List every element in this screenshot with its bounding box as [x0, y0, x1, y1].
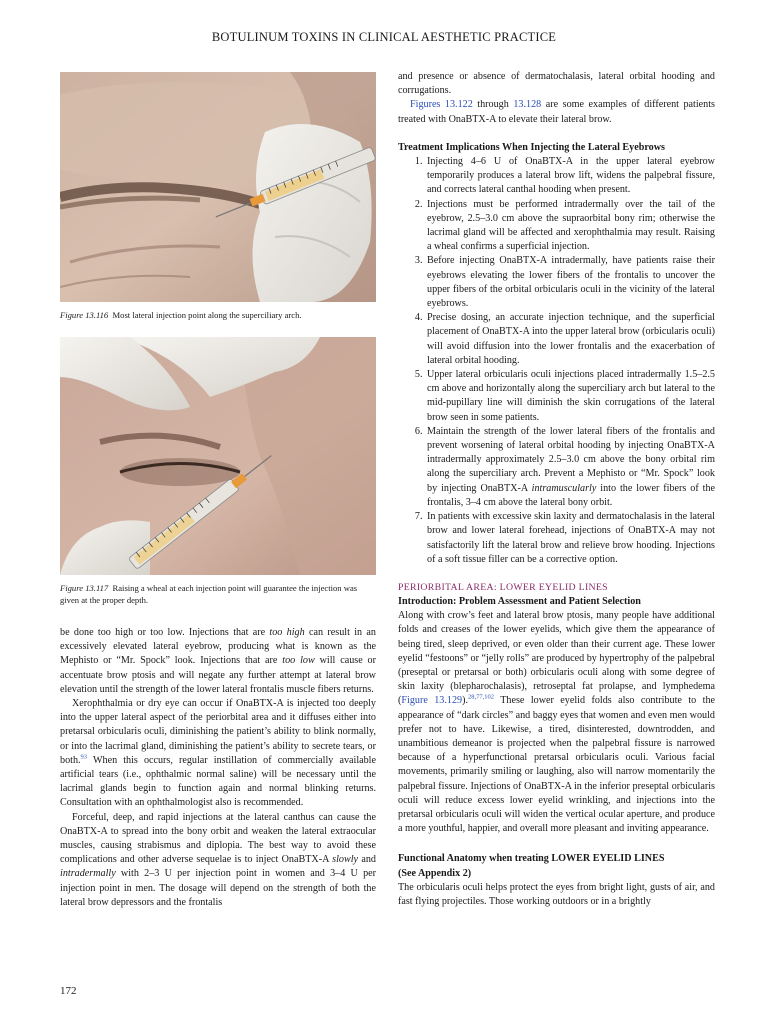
figure-13-117-photo	[60, 337, 376, 575]
caption-text: Most lateral injection point along the superciliary arch.	[112, 310, 302, 320]
text-run: Along with crow’s feet and lateral brow ptosis, many people have additional folds and creases of the lower eyelids, which give them the appearance of being tired, sleep deprived, or even older than their current age. These lower eyelid “festoons” or “jelly rolls” are produced by hypertrophy of the palpebral (preseptal or pretarsal or both) orbicularis oculi along with some degree of skin laxity (blepharochalasis), retroseptal fat prolapse, and lymphedema (	[398, 610, 715, 707]
anatomy-paragraph: The orbicularis oculi helps protect the eyes from bright light, gusts of air, and fast flying projectiles. Those working outdoors or in a brightly	[398, 881, 715, 907]
text-run: ).	[462, 695, 468, 707]
figure-label: Figure 13.117	[60, 583, 109, 593]
list-item: 5. Upper lateral orbicularis oculi injections placed intradermally 1.5–2.5 cm above and horizontally along the superciliary arch but lateral to the mid-pupillary line will diminish the skin corrugations of the lateral brow seen in some patients.	[425, 368, 715, 425]
left-paragraph-1	[60, 626, 376, 697]
figure-link[interactable]: Figures 13.122	[410, 99, 473, 111]
citation-link[interactable]: 93	[80, 753, 88, 761]
list-item: 3. Before injecting OnaBTX-A intradermally, have patients raise their eyebrows elevating the lower fibers of the frontalis to uncover the upper fibers of the orbital orbicularis oculi in the vicinity of the lateral eyebrows.	[425, 254, 715, 311]
text-run: When this occurs, regular instillation of commercially available artificial tears (i.e., ophthalmic normal saline) will be necessary until the lacrimal glands begin to function again and normal blinking returns. Consultation with an ophthalmologist also is recommended.	[60, 754, 376, 809]
text-run: and	[358, 854, 376, 866]
list-item: 7. In patients with excessive skin laxity and dermatochalasis in the lateral brow and lower lateral forehead, injections of OnaBTX-A may not satisfactorily lift the lateral brow and relieve brow hooding. Injections of a soft tissue filler can be a corrective option.	[425, 510, 715, 567]
injection-photo-wheal	[60, 337, 376, 575]
emphasis: slowly	[332, 854, 359, 866]
list-item: 4. Precise dosing, an accurate injection technique, and the superficial placement of OnaBTX-A into the upper lateral brow (orbicularis oculi) will avoid diffusion into the lower frontalis and the exacerbation of lateral orbital hooding.	[425, 311, 715, 368]
right-paragraph-figures	[398, 98, 715, 126]
text-run: can result in an excessively elevated lateral eyebrow, producing what is known as the Mephisto or “Mr. Spock” look. Injections that are	[60, 627, 376, 667]
text-run: into the lower fibers of the frontalis, 3–4 cm above the lateral bony orbit.	[427, 482, 715, 508]
text-run: will cause or accentuate brow ptosis and will negate any further attempt at lateral brow elevation until the strength of the lower lateral frontalis muscle fibers returns.	[60, 655, 376, 695]
citation-link[interactable]: 28,77,102	[467, 693, 494, 701]
left-column	[60, 72, 376, 910]
emphasis: intramuscularly	[531, 482, 597, 494]
figure-label: Figure 13.116	[60, 310, 109, 320]
right-paragraph-intro: and presence or absence of dermatochalasis, lateral orbital hooding and corrugations.	[398, 71, 715, 97]
text-run: with 2–3 U per injection point in women and 3–4 U per injection point in men. The dosage will depend on the strength of both the lateral brow depressors and the frontalis	[60, 868, 376, 908]
caption-text: Raising a wheal at each injection point will guarantee the injection was given at the proper depth.	[60, 583, 358, 605]
left-paragraph-2	[60, 697, 376, 811]
left-paragraph-3	[60, 811, 376, 910]
list-item	[425, 425, 715, 510]
emphasis: too high	[269, 627, 305, 638]
lower-eyelid-paragraph	[398, 609, 715, 836]
intro-heading: Introduction: Problem Assessment and Patient Selection	[398, 595, 641, 607]
anatomy-subheading: (See Appendix 2)	[398, 867, 472, 879]
emphasis: too low	[282, 655, 315, 667]
list-item: 2. Injections must be performed intradermally over the tail of the eyebrow, 2.5–3.0 cm above the supraorbital bony rim; otherwise the lacrimal gland will be affected and xerophthalmia may result. Raising a wheal confirms a superficial injection.	[425, 198, 715, 255]
figure-link[interactable]: Figure 13.129	[401, 695, 463, 707]
text-run: Maintain the strength of the lower lateral fibers of the frontalis and prevent worsening of lateral orbital hooding by injecting OnaBTX-A intradermally approximately 2.5–3.0 cm above the bony orbital rim along the superciliary arch. Prevent a Mephisto or “Mr. Spock” look by injecting OnaBTX-A	[427, 425, 715, 494]
figure-13-117-caption	[60, 582, 376, 606]
running-head: BOTULINUM TOXINS IN CLINICAL AESTHETIC PRACTICE	[211, 30, 557, 44]
text-run: Forceful, deep, and rapid injections at the lateral canthus can cause the OnaBTX-A to spread into the bony orbit and weaken the lateral extraocular muscles, causing strabismus and diplopia. The best way to avoid these complications and other adverse sequelae is to inject OnaBTX-A	[60, 811, 376, 866]
section-title: PERIORBITAL AREA: LOWER EYELID LINES	[398, 581, 608, 593]
injection-photo-lateral-brow	[60, 72, 376, 302]
text-run: Xerophthalmia or dry eye can occur if OnaBTX-A is injected too deeply into the upper lateral aspect of the periorbital area and it diffuses either into pretarsal orbicularis oculi, diminishing the patient’s ability to blink normally, or into the lacrimal gland, diminishing the patient’s ability to secrete tears, or both.	[60, 698, 376, 766]
figure-13-116-caption	[60, 309, 376, 321]
figure-13-116-photo	[60, 72, 376, 302]
text-run: are some examples of different patients treated with OnaBTX-A to elevate their lateral brow.	[398, 99, 715, 125]
implications-heading: Treatment Implications When Injecting the Lateral Eyebrows	[398, 141, 665, 153]
anatomy-heading: Functional Anatomy when treating LOWER EYELID LINES	[398, 853, 665, 865]
page-number: 172	[60, 985, 77, 997]
text-run: be done too high or too low. Injections that are	[60, 627, 270, 638]
text-run: These lower eyelid folds also contribute to the appearance of “dark circles” and baggy eyes that women and even men would prefer not to have. Likewise, a tired, disinterested, downtrodden, and unambitious demeanor is projected when the palpebral fissure is narrowed because of a hyperfunctional pretarsal orbicularis oculi. Various facial movements, primarily smiling or laughing, also will narrow momentarily the palpebral fissure. Injections of OnaBTX-A in the inferior preseptal orbicularis oculi will reduce excess lower eyelid wrinkling, and injections into the pretarsal orbicularis oculi will widen the vertical ocular aperture, and produce a more youthful, happier, and overall more pleasant and inviting appearance.	[398, 695, 715, 835]
right-column	[398, 70, 715, 909]
list-item: 1. Injecting 4–6 U of OnaBTX-A in the upper lateral eyebrow temporarily produces a lateral brow lift, widens the palpebral fissure, and corrects lateral canthal hooding when present.	[425, 155, 715, 198]
implications-list	[398, 155, 715, 567]
figure-link[interactable]: 13.128	[513, 99, 542, 111]
text-run: through	[472, 99, 514, 111]
emphasis: intradermally	[60, 868, 116, 880]
